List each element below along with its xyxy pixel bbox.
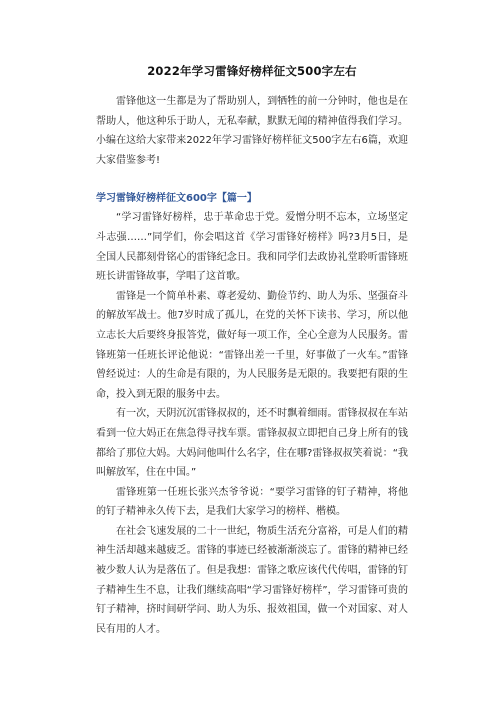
section-heading: 学习雷锋好榜样征文600字【篇一】	[96, 193, 257, 205]
document-page	[96, 0, 408, 639]
document-title: 2022年学习雷锋好榜样征文500字左右	[147, 64, 357, 78]
body-paragraph-1: “学习雷锋好榜样，忠于革命忠于党。爱憎分明不忘本，立场坚定斗志强……”同学们，你会唱这首《学习雷锋好榜样》吗?3月5日，是全国人民都刻骨铭心的雷锋纪念日。我和同学们去政协礼堂聆听雷锋班班长讲雷锋故事，学唱了这首歌。	[96, 212, 408, 283]
body-paragraph-3: 有一次，天阴沉沉雷锋叔叔的，还不时飘着细雨。雷锋叔叔在车站看到一位大妈正在焦急得寻找车票。雷锋叔叔立即把自己身上所有的钱都给了那位大妈。大妈问他叫什么名字，住在哪?雷锋叔叔笑着说：“我叫解放军，住在中国。”	[96, 408, 408, 479]
intro-paragraph: 雷锋他这一生都是为了帮助别人，到牺牲的前一分钟时，他也是在帮助人，他这种乐于助人，无私奉献，默默无闻的精神值得我们学习。小编在这给大家带来2022年学习雷锋好榜样征文500字左右6篇，欢迎大家借鉴参考!	[96, 96, 408, 166]
body-paragraph-5: 在社会飞速发展的二十一世纪，物质生活充分富裕，可是人们的精神生活却越来越疲乏。雷锋的事迹已经被渐渐淡忘了。雷锋的精神已经被少数人认为是落伍了。但是我想：雷锋之歌应该代代传唱，雷锋的钉子精神生生不息，让我们继续高唱“学习雷锋好榜样”，学习雷锋可贵的钉子精神，挤时间研学问、助人为乐、报效祖国，做一个对国家、对人民有用的人才。	[96, 525, 408, 635]
body-paragraph-2: 雷锋是一个简单朴素、尊老爱幼、勤俭节约、助人为乐、坚强奋斗的解放军战士。他7岁时成了孤儿，在党的关怀下读书、学习，所以他立志长大后要终身报答党，做好每一项工作，全心全意为人民服务。雷锋班第一任班长评论他说：“雷锋出差一千里，好事做了一火车。”雷锋曾经说过：人的生命是有限的，为人民服务是无限的。我要把有限的生命，投入到无限的服务中去。	[96, 290, 408, 400]
body-paragraph-4: 雷锋班第一任班长张兴杰爷爷说：“要学习雷锋的钉子精神，将他的钉子精神永久传下去，是我们大家学习的榜样、楷模。	[96, 486, 408, 518]
